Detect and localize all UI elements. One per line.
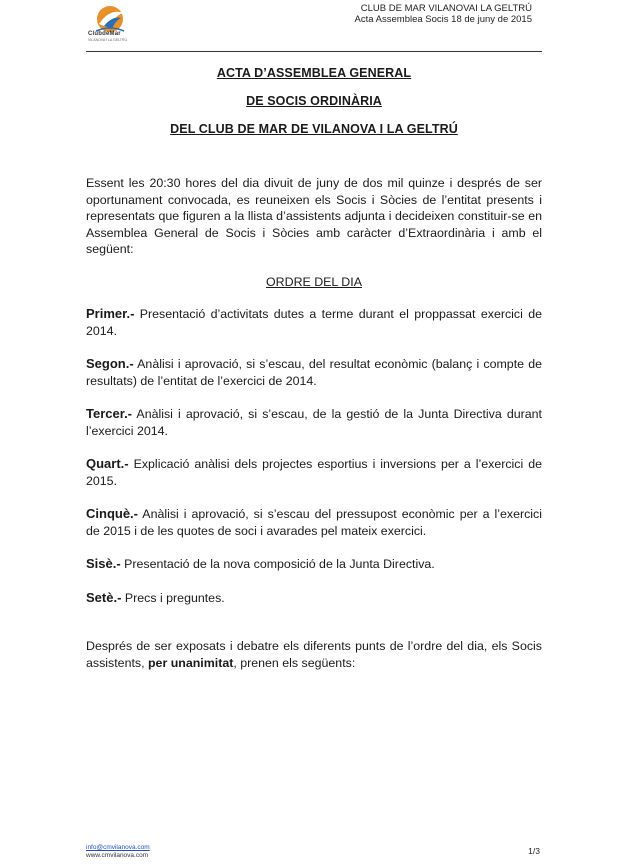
- title-line-3: DEL CLUB DE MAR DE VILANOVA I LA GELTRÚ: [170, 122, 458, 136]
- intro-paragraph: Essent les 20:30 hores del dia divuit de juny de dos mil quinze i després de ser oportunament convocada, es reuneixen els Socis i Sòcies de l’entitat presents i representats que figuren a la llista d’assistents adjunta i decideixen constituir-se en Assemblea General de Socis i Sòcies amb caràcter d’Extraordinària i amb el següent:: [86, 176, 542, 256]
- header-divider: [86, 51, 542, 52]
- agenda-item-label: Primer.-: [86, 306, 135, 321]
- agenda-item-text: Precs i preguntes.: [121, 590, 225, 605]
- agenda-item-text: Explicació anàlisi dels projectes esportius i inversions per a l’exercici de 2015.: [86, 457, 542, 488]
- agenda-item-text: Anàlisi i aprovació, si s’escau, del resultat econòmic (balanç i compte de resultats) de l’entitat de l’exercici de 2014.: [86, 357, 542, 388]
- agenda-item-text: Presentació d’activitats dutes a terme durant el proppassat exercici de 2014.: [86, 307, 542, 338]
- footer-email-link[interactable]: info@cmvilanova.com: [86, 844, 150, 851]
- agenda-item-text: Presentació de la nova composició de la Junta Directiva.: [120, 557, 435, 571]
- closing-text-after: , prenen els següents:: [233, 655, 356, 670]
- agenda-item-text: Anàlisi i aprovació, si s’escau del pressupost econòmic per a l’exercici de 2015 i de les quotes de soci i avarades pel mateix exercici.: [86, 507, 542, 538]
- header-info: [355, 3, 532, 25]
- agenda-item-sise: [86, 556, 542, 573]
- closing-text-before: Després de ser exposats i debatre els diferents punts de l’ordre del dia, els Socis assistents,: [86, 639, 542, 670]
- logo-brand-text: ClubdeMar: [88, 31, 121, 37]
- title-line-2: DE SOCIS ORDINÀRIA: [246, 94, 382, 108]
- agenda-item-label: Sisè.-: [86, 556, 121, 571]
- agenda-item-tercer: [86, 406, 542, 439]
- agenda-item-sete: [86, 590, 542, 607]
- title-line-1: ACTA D’ASSEMBLEA GENERAL: [216, 66, 412, 80]
- document-title-block: [86, 66, 542, 150]
- closing-text-bold: per unanimitat: [147, 655, 234, 670]
- agenda-heading: ORDRE DEL DIA: [266, 274, 362, 289]
- page-number: 1/3: [528, 846, 540, 856]
- agenda-item-label: Segon.-: [86, 356, 134, 371]
- agenda-item-segon: [86, 356, 542, 389]
- agenda-item-label: Tercer.-: [86, 406, 133, 421]
- footer-contact: [86, 844, 150, 859]
- closing-paragraph: [86, 638, 542, 671]
- agenda-item-quart: [86, 456, 542, 489]
- agenda-item-label: Setè.-: [86, 589, 122, 605]
- header-org-line: CLUB DE MAR VILANOVAI LA GELTRÚ: [360, 3, 532, 14]
- agenda-item-label: Cinquè.-: [86, 506, 138, 521]
- agenda-item-label: Quart.-: [86, 456, 129, 471]
- logo-sub-text: VILANOVA I LA GELTRÚ: [88, 38, 127, 42]
- agenda-item-cinque: [86, 506, 542, 539]
- document-body: [86, 175, 542, 623]
- header-doc-line: Acta Assemblea Socis 18 de juny de 2015: [354, 14, 532, 25]
- agenda-item-text: Anàlisi i aprovació, si s’escau, de la gestió de la Junta Directiva durant l’exercici 2014.: [86, 407, 542, 438]
- agenda-item-primer: [86, 306, 542, 339]
- footer-web-link[interactable]: www.cmvilanova.com: [86, 851, 149, 859]
